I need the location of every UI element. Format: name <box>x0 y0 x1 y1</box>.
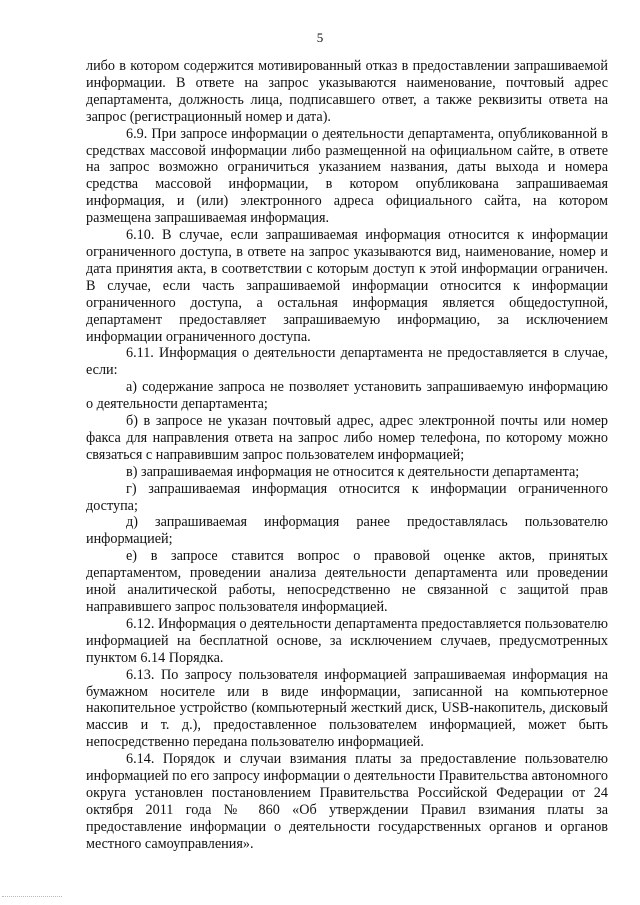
scan-artifact-line <box>2 896 62 899</box>
paragraph-intro: либо в котором содержится мотивированный отказ в предоставлении запрашиваемой информации. В ответе на запрос указываются наименование, почтовый адрес департамента, должность лица, подписавшего ответ, а также реквизиты ответа на запрос (регистрационный номер и дата). <box>86 58 608 125</box>
paragraph-6-11: 6.11. Информация о деятельности департамента не предоставляется в случае, если: <box>86 345 608 379</box>
document-body <box>86 58 608 853</box>
paragraph-6-12: 6.12. Информация о деятельности департамента предоставляется пользователю информацией на бесплатной основе, за исключением случаев, предусмотренных пунктом 6.14 Порядка. <box>86 615 608 666</box>
page-number: 5 <box>316 30 324 45</box>
list-item-g: г) запрашиваемая информация относится к информации ограниченного доступа; <box>86 480 608 514</box>
list-item-e: е) в запросе ставится вопрос о правовой оценке актов, принятых департаментом, проведении анализа деятельности департамента или проведении иной аналитической работы, непосредственно не связанной с защитой прав направившего запрос пользователя информацией. <box>86 548 608 615</box>
list-item-a: а) содержание запроса не позволяет установить запрашиваемую информацию о деятельности департамента; <box>86 379 608 413</box>
list-item-v: в) запрашиваемая информация не относится к деятельности департамента; <box>126 463 580 480</box>
paragraph-6-14: 6.14. Порядок и случаи взимания платы за предоставление пользователю информацией по его запросу информации о деятельности Правительства автономного округа установлен постановлением Правительства Российской Федерации от 24 октября 2011 года № 860 «Об утверждении Правил взимания платы за предоставление информации о деятельности государственных органов и органов местного самоуправления». <box>86 751 608 852</box>
paragraph-6-13: 6.13. По запросу пользователя информацией запрашиваемая информация на бумажном носителе или в виде информации, записанной на компьютерное накопительное устройство (компьютерный жесткий диск, USB-накопитель, дисковый массив и т. д.), предоставленное пользователем информацией, может быть непосредственно передана пользователю информацией. <box>86 666 608 751</box>
paragraph-6-9: 6.9. При запросе информации о деятельности департамента, опубликованной в средствах массовой информации либо размещенной на официальном сайте, в ответе на запрос возможно ограничиться указанием названия, даты выхода и номера средства массовой информации, в котором опубликована запрашиваемая информация, и (или) электронного адреса официального сайта, на котором размещена запрашиваемая информация. <box>86 125 608 227</box>
paragraph-6-10: 6.10. В случае, если запрашиваемая информация относится к информации ограниченного доступа, в ответе на запрос указываются вид, наименование, номер и дата принятия акта, в соответствии с которым доступ к этой информации ограничен. В случае, если часть запрашиваемой информации относится к информации ограниченного доступа, а остальная информация является общедоступной, департамент предоставляет запрашиваемую информацию, за исключением информации ограниченного доступа. <box>86 227 608 345</box>
list-item-d: д) запрашиваемая информация ранее предоставлялась пользователю информацией; <box>86 514 608 548</box>
list-item-b: б) в запросе не указан почтовый адрес, адрес электронной почты или номер факса для направления ответа на запрос либо номер телефона, по которому можно связаться с направившим запрос пользователем информацией; <box>86 413 608 463</box>
